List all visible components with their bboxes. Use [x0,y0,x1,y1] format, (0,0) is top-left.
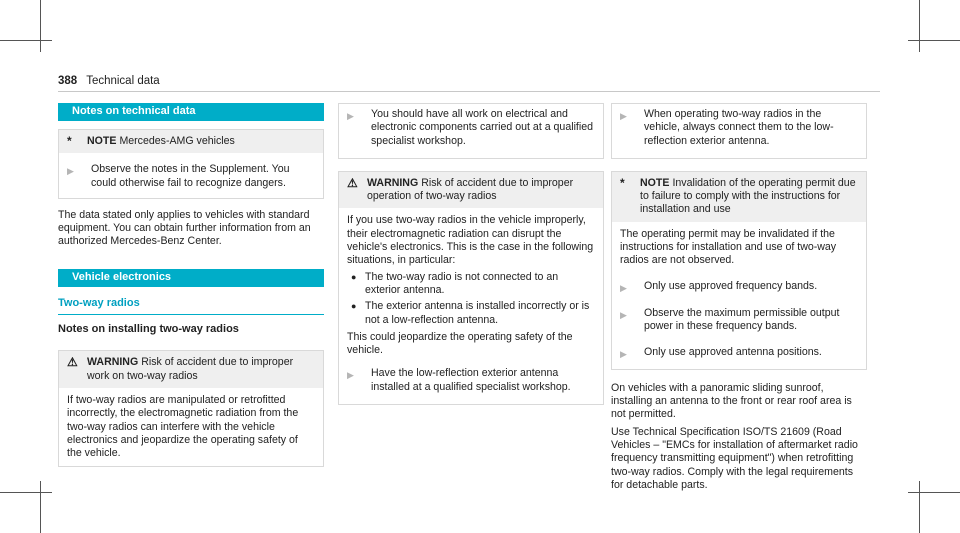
play-arrow-icon: ▶ [620,309,627,320]
crop-mark [908,492,960,493]
warning-box [58,350,324,467]
paragraph: The data stated only applies to vehicles with standard equipment. You can obtain further information from an authorized Mercedes-Benz Center. [58,208,311,248]
warning-label: WARNING [367,176,419,189]
warning-after: This could jeopardize the operating safety of the vehicle. [347,330,573,357]
play-arrow-icon: ▶ [67,166,74,177]
instruction-step: ▶ Observe the notes in the Supplement. You could otherwise fail to recognize dangers. [67,163,290,189]
warning-label: WARNING [87,356,139,369]
warning-box [338,171,604,405]
bullet-icon: ● [351,271,357,282]
subsection-title: Two-way radios [58,297,324,315]
play-arrow-icon: ▶ [347,370,354,381]
section-name: Technical data [86,75,160,87]
section-title-notes: Notes on technical data [58,103,324,121]
note-body: The operating permit may be invalidated if the instructions for installation and use of two-way radios are not observed. [620,227,837,267]
warning-triangle-icon: ⚠ [347,175,358,190]
bullet-icon: ● [351,301,357,312]
note-box-amg [58,129,324,199]
asterisk-icon: * [67,134,72,148]
instruction-step: ▶ Observe the maximum permissible output power in these frequency bands. [620,306,840,333]
heading: Notes on installing two-way radios [58,323,239,336]
crop-mark [40,0,41,52]
note-label: NOTE [640,176,670,189]
note-text: Invalidation of the operating permit due to failure to comply with the instructions for installation and use [640,176,856,216]
section-title-vehicle-electronics: Vehicle electronics [58,269,324,287]
paragraph: On vehicles with a panoramic sliding sunroof, installing an antenna to the front or rear roof area is not permitted. [611,381,852,421]
play-arrow-icon: ▶ [620,282,627,293]
play-arrow-icon: ▶ [620,348,627,359]
crop-mark [40,481,41,533]
list-item: ● The exterior antenna is installed incorrectly or is not a low-reflection antenna. [351,300,590,326]
note-text: Mercedes-AMG vehicles [119,135,235,147]
warning-body: If you use two-way radios in the vehicle improperly, their electromagnetic radiation can disrupt the vehicle's electronics. This is the case in the following situations, in particular: [347,214,594,267]
column-2 [338,103,604,405]
warning-text: Risk of accident due to improper operation of two-way radios [367,176,574,203]
crop-mark [919,481,920,533]
instruction-step: ▶ Have the low-reflection exterior antenna installed at a qualified specialist workshop. [347,367,571,393]
page-header [58,75,160,87]
instruction-box [611,103,867,159]
play-arrow-icon: ▶ [347,111,354,121]
warning-triangle-icon: ⚠ [67,355,78,370]
warning-body: If two-way radios are manipulated or retrofitted incorrectly, the electromagnetic radiation from the two-way radios can interfere with the vehicle electronics and jeopardize the operating safety of the vehicle. [67,393,299,460]
instruction-step: ▶ You should have all work on electrical and electronic components carried out at a qualified specialist workshop. [347,108,594,147]
crop-mark [0,40,52,41]
instruction-step: ▶ When operating two-way radios in the vehicle, always connect them to the low-reflection exterior antenna. [620,108,834,147]
instruction-box [338,103,604,159]
column-3 [611,103,867,492]
header-divider [58,91,880,92]
note-label: NOTE [87,135,117,147]
list-item: ● The two-way radio is not connected to an exterior antenna. [351,270,559,296]
play-arrow-icon: ▶ [620,111,627,121]
asterisk-icon: * [620,175,625,190]
instruction-step: ▶ Only use approved antenna positions. [612,340,866,369]
column-1 [58,103,324,467]
crop-mark [0,492,52,493]
crop-mark [908,40,960,41]
paragraph: Use Technical Specification ISO/TS 21609 (Road Vehicles – "EMCs for installation of aftermarket radio frequency transmitting equipment") when retrofitting two-way radios. Comply with the legal requirements for detachable parts. [611,425,858,491]
crop-mark [919,0,920,52]
warning-text: Risk of accident due to improper work on two-way radios [87,356,294,382]
instruction-step: ▶ Only use approved frequency bands. [612,274,866,301]
page-number: 388 [58,75,78,87]
note-box-permit [611,171,867,370]
